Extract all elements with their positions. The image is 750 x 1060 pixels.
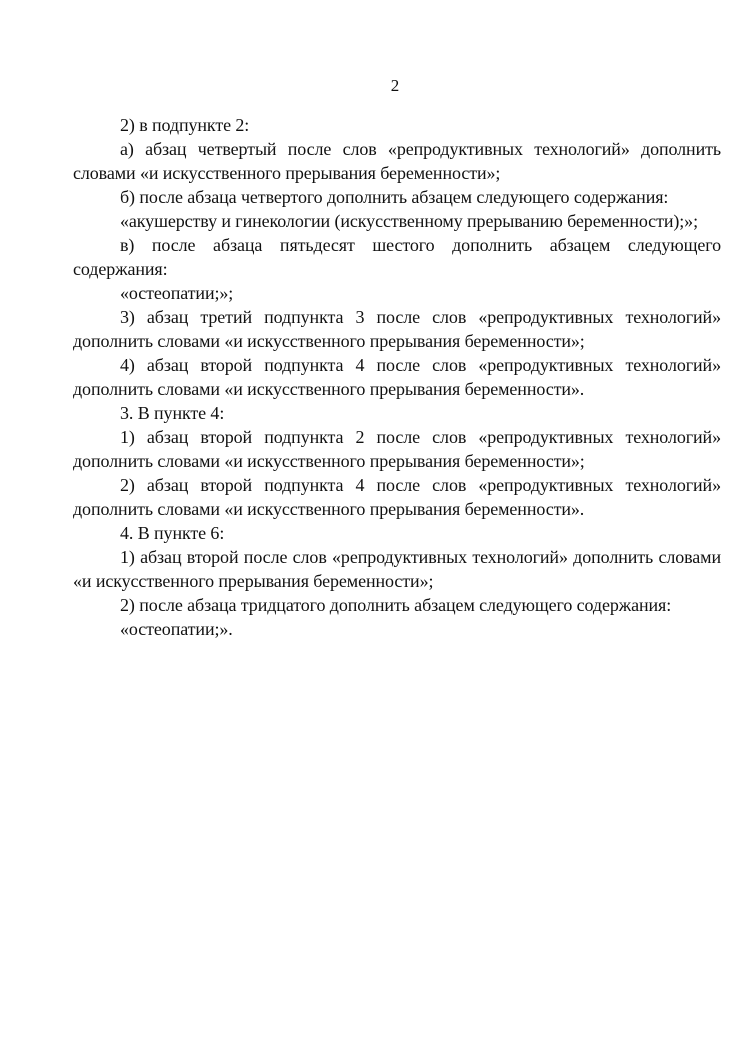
document-body — [73, 113, 721, 641]
paragraph-point-4-subitem-2: 2) после абзаца тридцатого дополнить абзацем следующего содержания: — [120, 595, 672, 615]
paragraph-point-4-subitem-1: 1) абзац второй после слов «репродуктивных технологий» дополнить словами «и искусственного прерывания беременности»; — [73, 547, 721, 591]
paragraph-item-v: в) после абзаца пятьдесят шестого дополнить абзацем следующего содержания: — [73, 235, 721, 279]
paragraph-subitem-3: 3) абзац третий подпункта 3 после слов «репродуктивных технологий» дополнить словами «и искусственного прерывания беременности»; — [73, 307, 721, 351]
paragraph-quote-obstetrics: «акушерству и гинекологии (искусственному прерыванию беременности);»; — [120, 211, 698, 231]
paragraph-subitem-2-heading: 2) в подпункте 2: — [120, 115, 250, 135]
paragraph-quote-osteopathy-2: «остеопатии;». — [120, 619, 233, 639]
paragraph-subitem-4: 4) абзац второй подпункта 4 после слов «репродуктивных технологий» дополнить словами «и искусственного прерывания беременности». — [73, 355, 721, 399]
paragraph-point-3-subitem-1: 1) абзац второй подпункта 2 после слов «репродуктивных технологий» дополнить словами «и искусственного прерывания беременности»; — [73, 427, 721, 471]
paragraph-point-3-heading: 3. В пункте 4: — [120, 403, 225, 423]
paragraph-item-b: б) после абзаца четвертого дополнить абзацем следующего содержания: — [120, 187, 669, 207]
paragraph-point-3-subitem-2: 2) абзац второй подпункта 4 после слов «репродуктивных технологий» дополнить словами «и искусственного прерывания беременности». — [73, 475, 721, 519]
paragraph-item-a: а) абзац четвертый после слов «репродуктивных технологий» дополнить словами «и искусственного прерывания беременности»; — [73, 139, 721, 183]
paragraph-quote-osteopathy-1: «остеопатии;»; — [120, 283, 234, 303]
page-number: 2 — [390, 76, 400, 95]
paragraph-point-4-heading: 4. В пункте 6: — [120, 523, 225, 543]
